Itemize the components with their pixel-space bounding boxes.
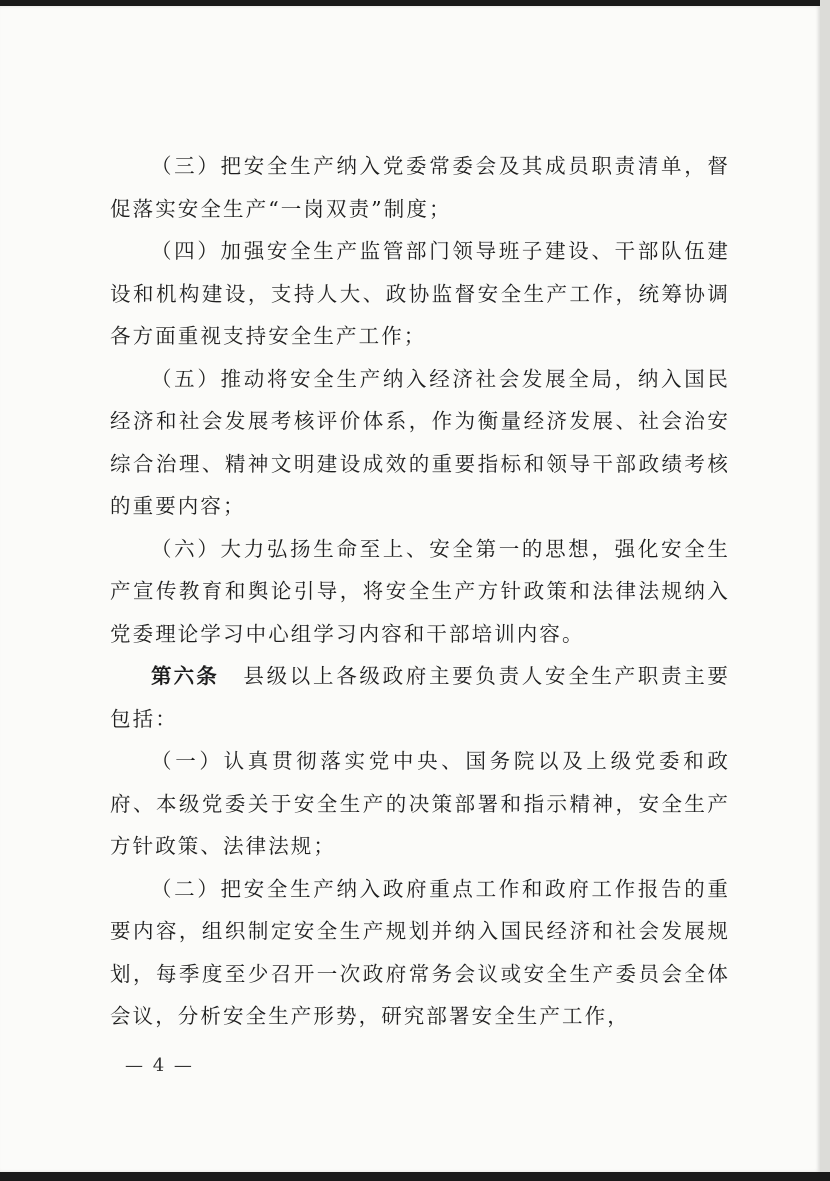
- article-6-heading: 第六条: [151, 664, 219, 688]
- article-6-paragraph: [110, 655, 730, 740]
- paragraph-item-4: （四）加强安全生产监管部门领导班子建设、干部队伍建设和机构建设，支持人大、政协监督安全生产工作，统筹协调各方面重视支持安全生产工作；: [110, 239, 730, 348]
- page-number: — 4 —: [125, 1055, 194, 1076]
- scan-edge-right: [820, 0, 830, 1181]
- paragraph-item-3: （三）把安全生产纳入党委常委会及其成员职责清单，督促落实安全生产“一岗双责”制度；: [110, 154, 730, 221]
- article-6-text: 县级以上各级政府主要负责人安全生产职责主要包括：: [110, 664, 731, 731]
- article-6-item-1: （一）认真贯彻落实党中央、国务院以及上级党委和政府、本级党委关于安全生产的决策部署和指示精神，安全生产方针政策、法律法规；: [110, 749, 730, 858]
- document-body: [110, 145, 730, 1038]
- paragraph-item-6: （六）大力弘扬生命至上、安全第一的思想，强化安全生产宣传教育和舆论引导，将安全生产方针政策和法律法规纳入党委理论学习中心组学习内容和干部培训内容。: [110, 536, 730, 646]
- paragraph-item-5: （五）推动将安全生产纳入经济社会发展全局，纳入国民经济和社会发展考核评价体系，作为衡量经济发展、社会治安综合治理、精神文明建设成效的重要指标和领导干部政绩考核的重要内容；: [110, 366, 730, 518]
- article-6-item-2: （二）把安全生产纳入政府重点工作和政府工作报告的重要内容，组织制定安全生产规划并纳入国民经济和社会发展规划，每季度至少召开一次政府常务会议或安全生产委员会全体会议，分析安全生产形势，研究部署安全生产工作，: [110, 876, 730, 1028]
- scan-edge-bottom: [0, 1172, 830, 1181]
